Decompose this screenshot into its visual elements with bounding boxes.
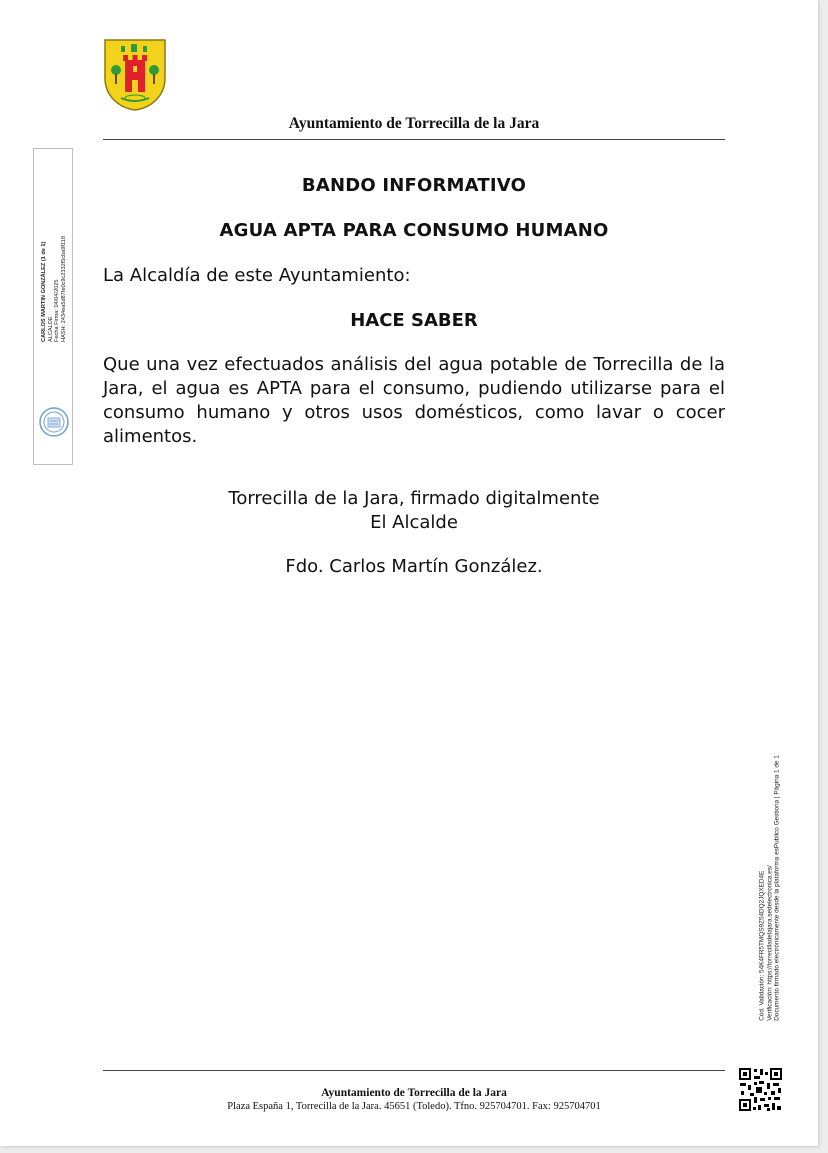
municipal-crest-logo: [103, 38, 167, 112]
signer-role: ALCALDE: [47, 316, 54, 342]
validation-code: Cód. Validación: 54K4FR5TMQS9Z54DQ2JQXED4E: [758, 870, 766, 1021]
document-title: BANDO INFORMATIVO: [301, 175, 527, 196]
footer-institution: Ayuntamiento de Torrecilla de la Jara: [321, 1087, 507, 1099]
header-divider: [103, 139, 725, 140]
place-line: Torrecilla de la Jara, firmado digitalmente: [228, 488, 600, 509]
platform-note: Documento firmado electrónicamente desde la plataforma esPublico Gestiona | Página 1 de 1: [773, 755, 781, 1021]
announcement-heading: HACE SABER: [350, 310, 478, 331]
signature-line: Fdo. Carlos Martín González.: [285, 556, 543, 577]
footer-address: Plaza España 1, Torrecilla de la Jara. 45651 (Toledo). Tfno. 925704701. Fax: 925704701: [227, 1101, 601, 1112]
footer-divider: [103, 1070, 725, 1071]
signature-date: Fecha Firma: 04/04/2025: [54, 279, 60, 342]
body-paragraph: Que una vez efectuados análisis del agua potable de Torrecilla de la Jara, el agua es APTA para el consumo, pudiendo utilizarse para el consumo humano y otros usos domésticos, como lavar o cocer alimentos.: [103, 354, 725, 447]
signature-text: [41, 236, 67, 342]
header-institution: Ayuntamiento de Torrecilla de la Jara: [288, 115, 540, 132]
signer-name: CARLOS MARTIN GONZÁLEZ (1 de 1): [40, 241, 47, 342]
document-subtitle: AGUA APTA PARA CONSUMO HUMANO: [219, 220, 609, 241]
verification-url: Verificación: https://torrecilladelajara.sedelectronica.es/: [766, 865, 774, 1021]
verification-text: [759, 755, 782, 1021]
signature-stamp: [33, 148, 73, 465]
digital-seal-icon: [38, 406, 70, 438]
qr-code-icon: [738, 1067, 783, 1112]
role-line: El Alcalde: [370, 512, 458, 533]
intro-text: La Alcaldía de este Ayuntamiento:: [103, 265, 411, 286]
signature-hash: HASH: 2434ea5d87fe0c9c2332f5cba9f118: [60, 236, 67, 342]
